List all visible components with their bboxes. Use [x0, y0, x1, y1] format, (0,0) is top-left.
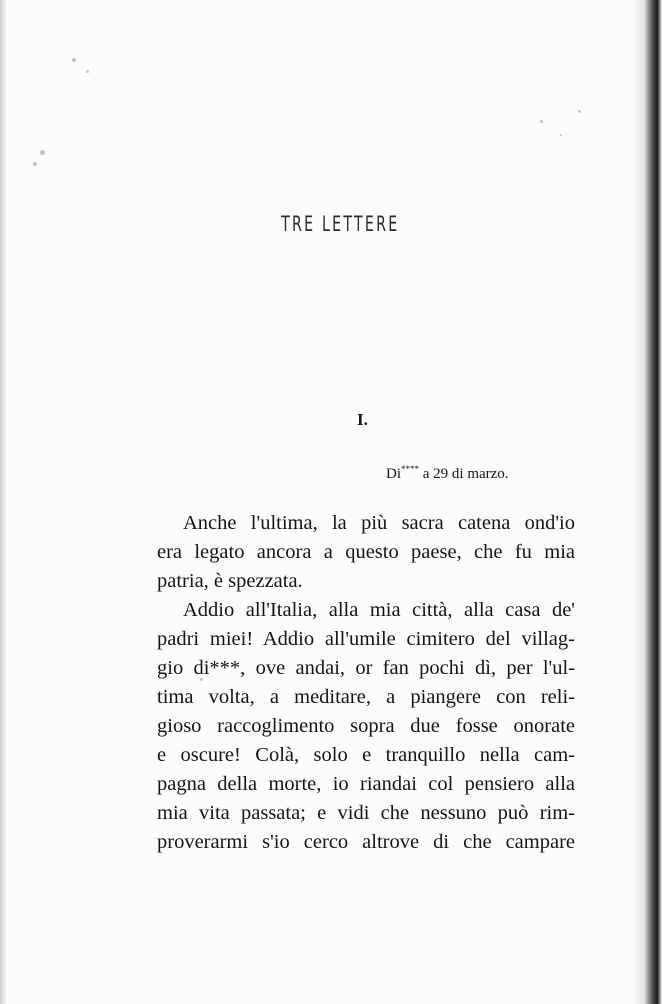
text-line: gio di***, ove andai, or fan pochi dì, per l'ul-: [157, 657, 575, 679]
dateline-prefix: Di: [386, 466, 401, 482]
text-line: pagna della morte, io riandai col pensiero alla: [157, 773, 575, 795]
dateline-mark: ****: [401, 464, 419, 474]
paper-speck: [86, 70, 89, 73]
letter-body: [157, 509, 575, 857]
page-binding-shadow: [632, 0, 662, 1004]
paper-speck: [578, 110, 581, 113]
dateline: [386, 464, 509, 483]
text-line: Anche l'ultima, la più sacra catena ond'io: [183, 512, 575, 534]
text-line: mia vita passata; e vidi che nessuno può rim-: [157, 802, 575, 824]
text-line: e oscure! Colà, solo e tranquillo nella cam-: [157, 744, 575, 766]
page-left-edge: [0, 0, 6, 1004]
paper-speck: [540, 120, 543, 123]
page-title: TRE LETTERE: [281, 212, 400, 236]
section-number: I.: [357, 410, 368, 429]
text-line: tima volta, a meditare, a piangere con reli-: [157, 686, 575, 708]
paper-speck: [560, 134, 562, 136]
text-line: proverarmi s'io cerco altrove di che campare: [157, 831, 575, 853]
text-line: era legato ancora a questo paese, che fu mia: [157, 541, 575, 563]
text-line: padri miei! Addio all'umile cimitero del villag-: [157, 628, 575, 650]
text-line: Addio all'Italia, alla mia città, alla casa de': [183, 599, 575, 621]
text-line: gioso raccoglimento sopra due fosse onorate: [157, 715, 575, 737]
paper-speck: [72, 58, 76, 62]
paper-speck: [33, 162, 37, 166]
dateline-date: a 29 di marzo.: [422, 466, 509, 482]
text-line: patria, è spezzata.: [157, 570, 303, 592]
paper-speck: [40, 150, 45, 155]
